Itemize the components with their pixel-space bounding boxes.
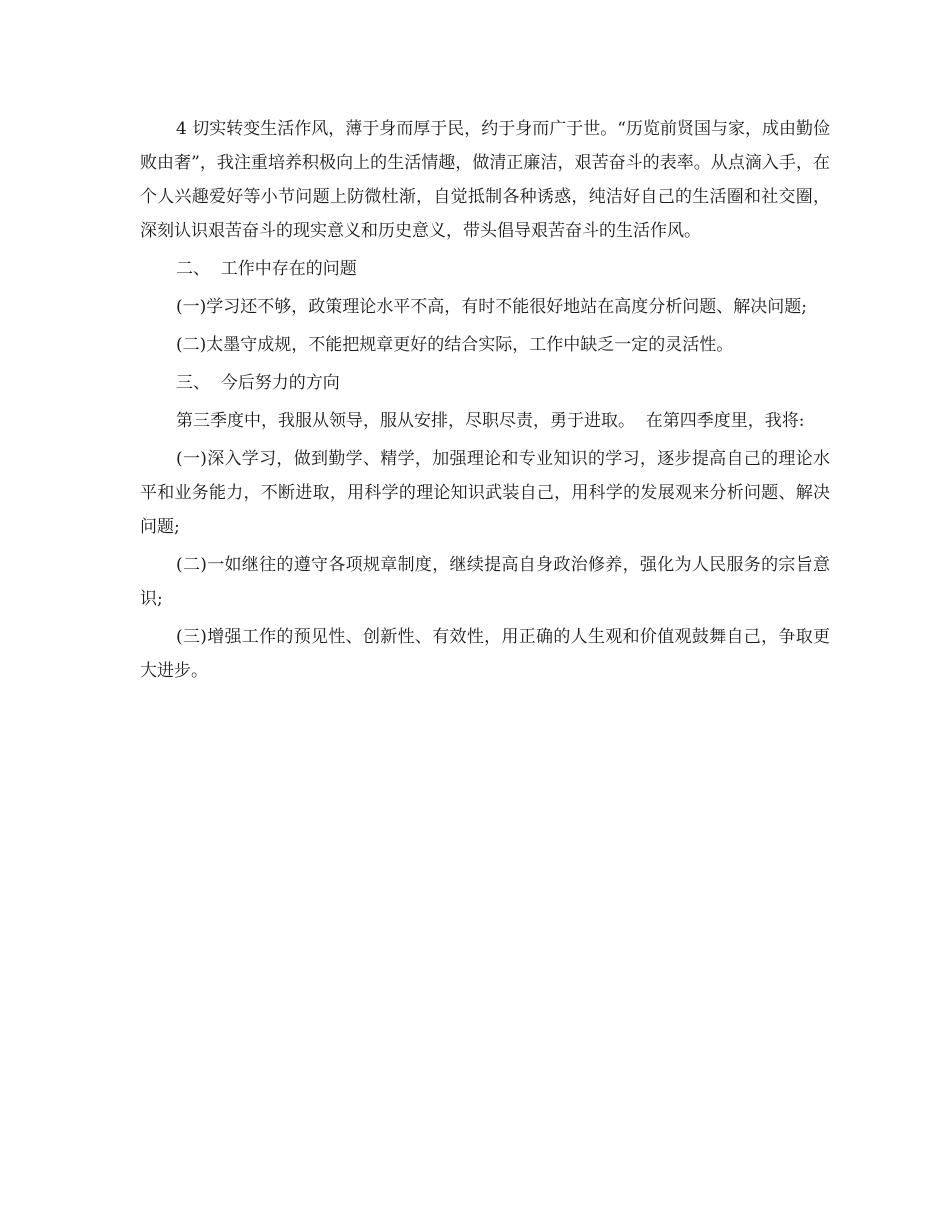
paragraph-direction-1: (一)深入学习，做到勤学、精学，加强理论和专业知识的学习，逐步提高自己的理论水平和业务能力，不断进取，用科学的理论知识武装自己，用科学的发展观来分析问题、解决问题; (140, 449, 830, 537)
paragraph-lifestyle: 4 切实转变生活作风，薄于身而厚于民，约于身而广于世。“历览前贤国与家，成由勤俭败由奢”，我注重培养积极向上的生活情趣，做清正廉洁，艰苦奋斗的表率。从点滴入手，在个人兴趣爱好等小节问题上防微杜渐，自觉抵制各种诱惑，纯洁好自己的生活圈和社交圈，深刻认识艰苦奋斗的现实意义和历史意义，带头倡导艰苦奋斗的生活作风。 (140, 119, 830, 241)
paragraph-direction-2: (二)一如继往的遵守各项规章制度，继续提高自身政治修养，强化为人民服务的宗旨意识; (140, 555, 830, 609)
document-page (140, 112, 830, 692)
section-heading-problems: 二、 工作中存在的问题 (176, 259, 357, 279)
paragraph-direction-3: (三)增强工作的预见性、创新性、有效性，用正确的人生观和价值观鼓舞自己，争取更大进步。 (140, 627, 830, 681)
paragraph-direction-intro: 第三季度中，我服从领导，服从安排，尽职尽责，勇于进取。 在第四季度里，我将: (176, 411, 805, 431)
paragraph-problem-2: (二)太墨守成规，不能把规章更好的结合实际，工作中缺乏一定的灵活性。 (176, 335, 734, 355)
section-heading-direction: 三、 今后努力的方向 (176, 373, 340, 393)
paragraph-problem-1: (一)学习还不够，政策理论水平不高，有时不能很好地站在高度分析问题、解决问题; (176, 297, 807, 317)
